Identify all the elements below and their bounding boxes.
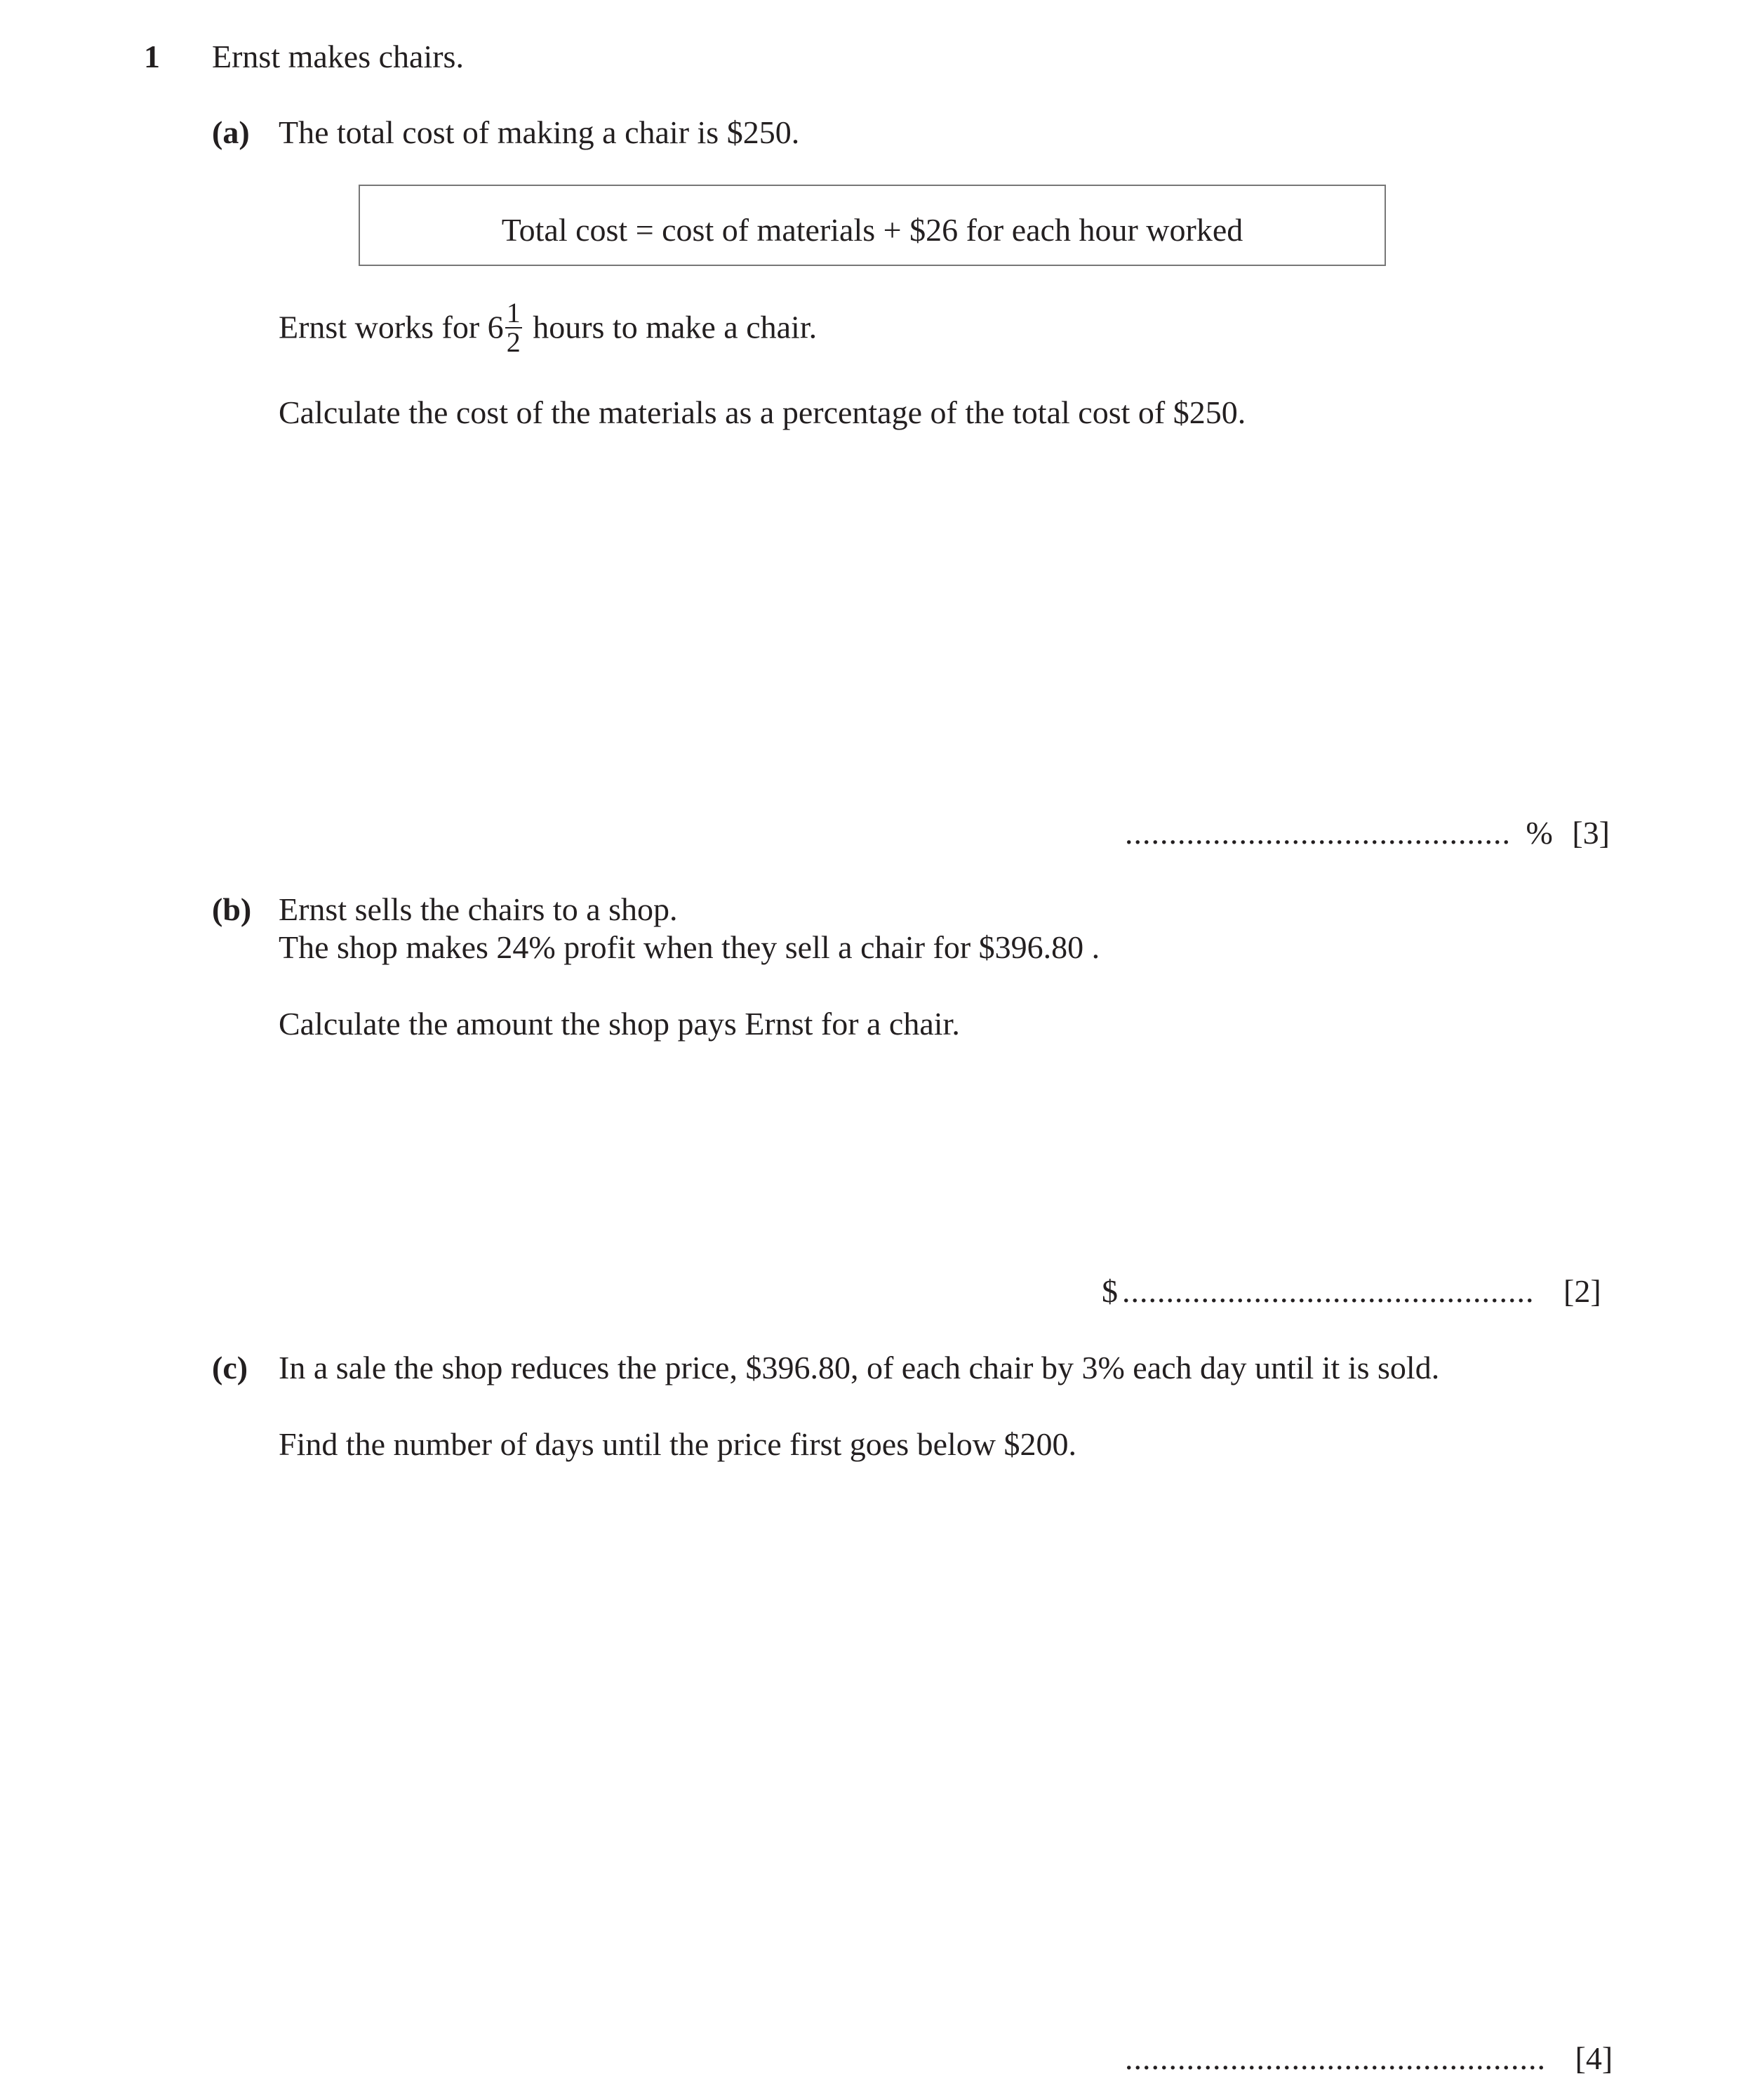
part-a-hours-line <box>279 297 818 359</box>
fraction-denominator: 2 <box>506 326 521 358</box>
part-b-marks: [2] <box>1563 1273 1601 1309</box>
part-a-answer-dots: ............................................ <box>1125 815 1511 851</box>
part-c-marks: [4] <box>1575 2040 1613 2076</box>
hours-prefix: Ernst works for 6 <box>279 309 504 345</box>
part-b-answer-line <box>1102 1275 1601 1308</box>
part-c-answer-line <box>1125 2042 1613 2075</box>
part-a-line1: The total cost of making a chair is $250. <box>279 114 800 150</box>
formula-text: Total cost = cost of materials + $26 for each hour worked <box>501 212 1243 248</box>
part-b-instruction: Calculate the amount the shop pays Ernst for a chair. <box>279 1006 960 1042</box>
fraction-numerator: 1 <box>506 297 521 328</box>
part-a-marks: [3] <box>1572 815 1610 851</box>
question-number: 1 <box>144 39 160 74</box>
question-intro: Ernst makes chairs. <box>212 39 464 74</box>
hours-fraction <box>505 299 522 357</box>
part-c-answer-dots: ................................................ <box>1125 2040 1546 2076</box>
part-b-line1: Ernst sells the chairs to a shop. <box>279 891 678 927</box>
part-b-answer-prefix: $ <box>1102 1273 1118 1309</box>
part-a-label: (a) <box>212 114 250 150</box>
part-c-label: (c) <box>212 1350 248 1385</box>
hours-suffix: hours to make a chair. <box>533 309 818 345</box>
part-a-answer-unit: % <box>1526 815 1553 851</box>
part-c-instruction: Find the number of days until the price first goes below $200. <box>279 1426 1077 1462</box>
part-c-line1: In a sale the shop reduces the price, $396.80, of each chair by 3% each day until it is sold. <box>279 1350 1440 1385</box>
part-a-instruction: Calculate the cost of the materials as a percentage of the total cost of $250. <box>279 394 1246 430</box>
part-b-answer-dots: ............................................... <box>1122 1273 1535 1309</box>
formula-box <box>359 185 1386 266</box>
part-a-answer-line <box>1125 817 1610 849</box>
part-b-label: (b) <box>212 891 252 927</box>
part-b-line2: The shop makes 24% profit when they sell a chair for $396.80 . <box>279 929 1100 965</box>
